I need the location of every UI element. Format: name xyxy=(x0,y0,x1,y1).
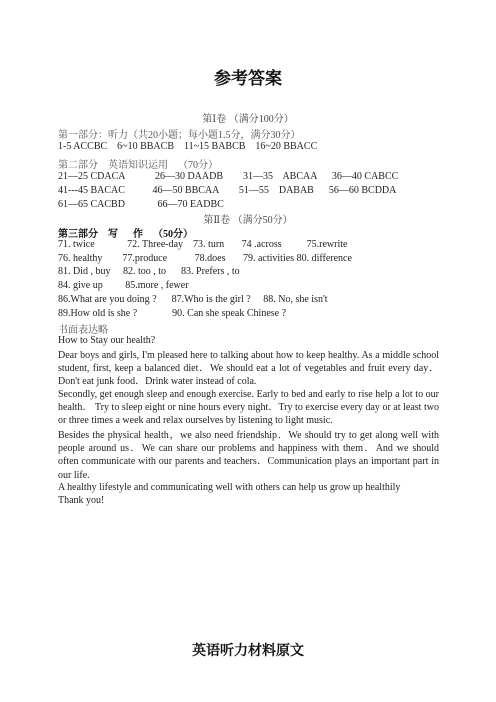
essay-paragraph: Besides the physical health，we also need friendship．We should try to get along well with people around us．We can share our problems and happiness with them．And we should often communicate with our parents and teachers．Communication plays an important part in our life. xyxy=(58,430,439,481)
essay-paragraph: A healthy lifestyle and communicating well with others can help us grow up healthily xyxy=(58,482,401,493)
essay-title: How to Stay our health? xyxy=(58,335,156,346)
part2-header: 第Ⅱ卷 （满分50分） xyxy=(203,215,293,226)
knowledge-row: 61—65 CACBD 66—70 EADBC xyxy=(58,199,224,210)
writing-row: 81. Did , buy 82. too , to 83. Prefers , to xyxy=(58,266,240,277)
knowledge-row: 41---45 BACAC 46—50 BBCAA 51—55 DABAB 56—60 BCDDA xyxy=(58,185,397,196)
knowledge-header: 第二部分 英语知识运用 （70分） xyxy=(58,160,218,171)
page-title: 参考答案 xyxy=(214,69,282,88)
part1-header: 第Ⅰ卷 （满分100分） xyxy=(202,114,294,125)
listening-header: 第一部分：听力（共20小题；每小题1.5分，满分30分） xyxy=(58,130,301,141)
writing-header: 第三部分 写 作 （50分） xyxy=(58,229,193,240)
essay-paragraph: Dear boys and girls, I'm pleased here to talking about how to keep healthy. As a middle school student, first, keep a balanced diet．We should eat a lot of vegetables and fruit every day．Don't eat junk food．Drink water instead of cola. xyxy=(58,350,439,388)
writing-row: 86.What are you doing ? 87.Who is the girl ? 88. No, she isn't xyxy=(58,294,328,305)
writing-row: 84. give up 85.more , fewer xyxy=(58,280,189,291)
writing-row: 76. healthy 77.produce 78.does 79. activities 80. difference xyxy=(58,253,352,264)
essay-paragraph: Thank you! xyxy=(58,495,105,506)
listening-answers: 1-5 ACCBC 6~10 BBACB 11~15 BABCB 16~20 BBACC xyxy=(58,141,318,152)
essay-paragraph: Secondly, get enough sleep and enough exercise. Early to bed and early to rise help a lot to our health． Try to sleep eight or nine hours every night．Try to exercise every day or at least two or three times a week and relax ourselves by listening to light music. xyxy=(58,389,439,427)
bottom-title: 英语听力材料原文 xyxy=(192,644,304,659)
writing-row: 89.How old is she ? 90. Can she speak Chinese ? xyxy=(58,308,287,319)
writing-row: 71. twice 72. Three-day 73. turn 74 .across 75.rewrite xyxy=(58,239,348,250)
essay-label: 书面表达略 xyxy=(58,325,108,336)
knowledge-row: 21—25 CDACA 26—30 DAADB 31—35 ABCAA 36—40 CABCC xyxy=(58,171,399,182)
